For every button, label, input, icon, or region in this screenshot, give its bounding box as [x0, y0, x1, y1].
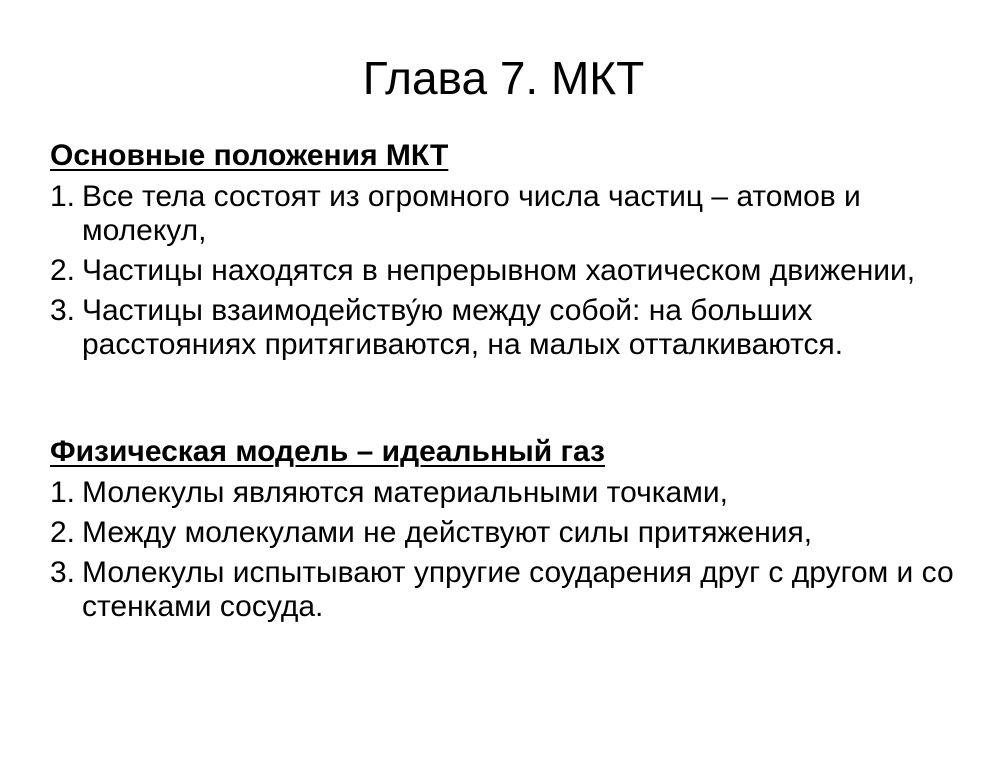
item-text: Между молекулами не действуют силы притяжения,	[82, 516, 813, 549]
item-number: 3.	[50, 556, 76, 589]
list-item	[50, 254, 970, 288]
section-mkt-principles	[50, 138, 970, 368]
slide-title: Глава 7. МКТ	[362, 52, 645, 104]
list-item	[50, 516, 970, 550]
item-text: Молекулы являются материальными точками,	[82, 476, 728, 509]
item-text: Молекулы испытывают упругие соударения друг с другом и со стенками сосуда.	[82, 556, 954, 623]
list-item	[50, 294, 970, 362]
item-text: Все тела состоят из огромного числа частиц – атомов и молекул,	[82, 180, 861, 247]
numbered-list	[50, 180, 970, 362]
list-item	[50, 556, 970, 624]
section-ideal-gas-model	[50, 434, 970, 630]
section-heading: Основные положения МКТ	[50, 139, 449, 172]
item-number: 3.	[50, 294, 76, 327]
item-number: 2.	[50, 516, 76, 549]
list-item	[50, 476, 970, 510]
item-number: 2.	[50, 254, 76, 287]
item-text: Частицы находятся в непрерывном хаотическом движении,	[82, 254, 916, 287]
item-text: Частицы взаимодейству́ю между собой: на больших расстояниях притягиваются, на малых отталкиваются.	[82, 294, 844, 361]
list-item	[50, 180, 970, 248]
numbered-list	[50, 476, 970, 624]
section-heading: Физическая модель – идеальный газ	[50, 435, 605, 468]
item-number: 1.	[50, 180, 76, 213]
item-number: 1.	[50, 476, 76, 509]
